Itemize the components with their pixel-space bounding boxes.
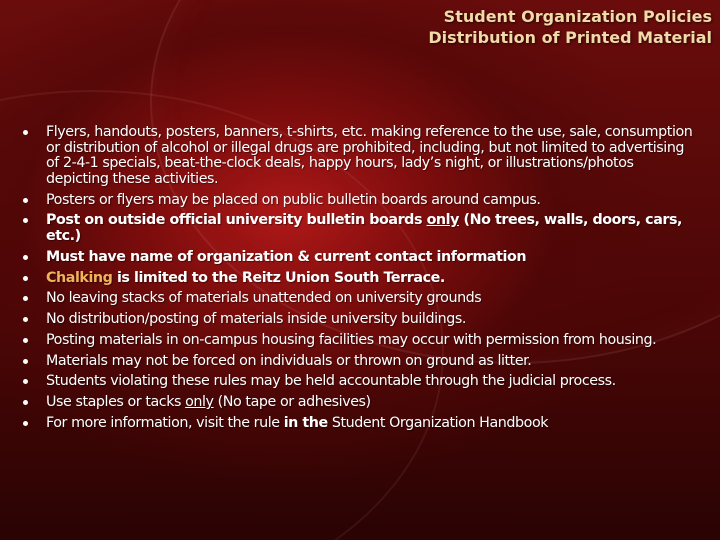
bullet-icon xyxy=(23,400,28,405)
bullet-text: No leaving stacks of materials unattended on university grounds xyxy=(46,290,482,307)
bullet-icon xyxy=(23,317,28,322)
bullet-text-part: (No trees, walls, doors, cars, etc.) xyxy=(46,212,683,244)
bullet-icon xyxy=(23,296,28,301)
list-item xyxy=(20,374,696,390)
bold-words: in the xyxy=(283,414,328,431)
underlined-word: only xyxy=(185,394,214,411)
list-item xyxy=(20,250,696,266)
bullet-icon xyxy=(23,130,28,135)
bullet-text: Students violating these rules may be held accountable through the judicial process. xyxy=(46,373,616,390)
bullet-text: Posters or flyers may be placed on public bulletin boards around campus. xyxy=(46,191,541,208)
bullet-text-part: Use staples or tacks xyxy=(46,394,186,411)
title-line-1: Student Organization Policies xyxy=(443,7,712,26)
bullet-icon xyxy=(23,198,28,203)
bullet-icon xyxy=(23,379,28,384)
list-item xyxy=(20,395,696,411)
list-item xyxy=(20,213,696,244)
underlined-word: only xyxy=(426,212,459,229)
bullet-text-part: For more information, visit the rule xyxy=(46,414,284,431)
bullet-text: Must have name of organization & current contact information xyxy=(46,248,527,265)
page-title xyxy=(192,6,712,48)
bullet-text: Flyers, handouts, posters, banners, t-shirts, etc. making reference to the use, sale, consumption or distribution of alcohol or illegal drugs are prohibited, including, but not limited to advertising of 2-4-1 specials, beat-the-clock deals, happy hours, lady’s night, or illustrations/photos depicting these activities. xyxy=(46,124,693,187)
list-item xyxy=(20,125,696,187)
list-item xyxy=(20,193,696,209)
bullet-icon xyxy=(23,359,28,364)
list-item xyxy=(20,333,696,349)
bullet-text-part: Student Organization Handbook xyxy=(327,414,549,431)
bullet-list xyxy=(20,125,696,437)
bullet-text: Materials may not be forced on individuals or thrown on ground as litter. xyxy=(46,352,532,369)
bullet-icon xyxy=(23,255,28,260)
list-item xyxy=(20,416,696,432)
bullet-text: Posting materials in on-campus housing facilities may occur with permission from housing. xyxy=(46,331,657,348)
bullet-text-part: Post on outside official university bulletin boards xyxy=(46,212,427,229)
list-item xyxy=(20,312,696,328)
bullet-icon xyxy=(23,338,28,343)
bullet-text: No distribution/posting of materials inside university buildings. xyxy=(46,311,466,328)
list-item xyxy=(20,354,696,370)
list-item xyxy=(20,271,696,287)
title-line-2: Distribution of Printed Material xyxy=(428,28,712,47)
list-item xyxy=(20,291,696,307)
bullet-text-part: (No tape or adhesives) xyxy=(213,394,371,411)
bullet-icon xyxy=(23,421,28,426)
bullet-text-part: is limited to the Reitz Union South Terrace. xyxy=(112,269,445,286)
bullet-icon xyxy=(23,276,28,281)
bullet-icon xyxy=(23,218,28,223)
highlighted-word: Chalking xyxy=(46,269,113,286)
